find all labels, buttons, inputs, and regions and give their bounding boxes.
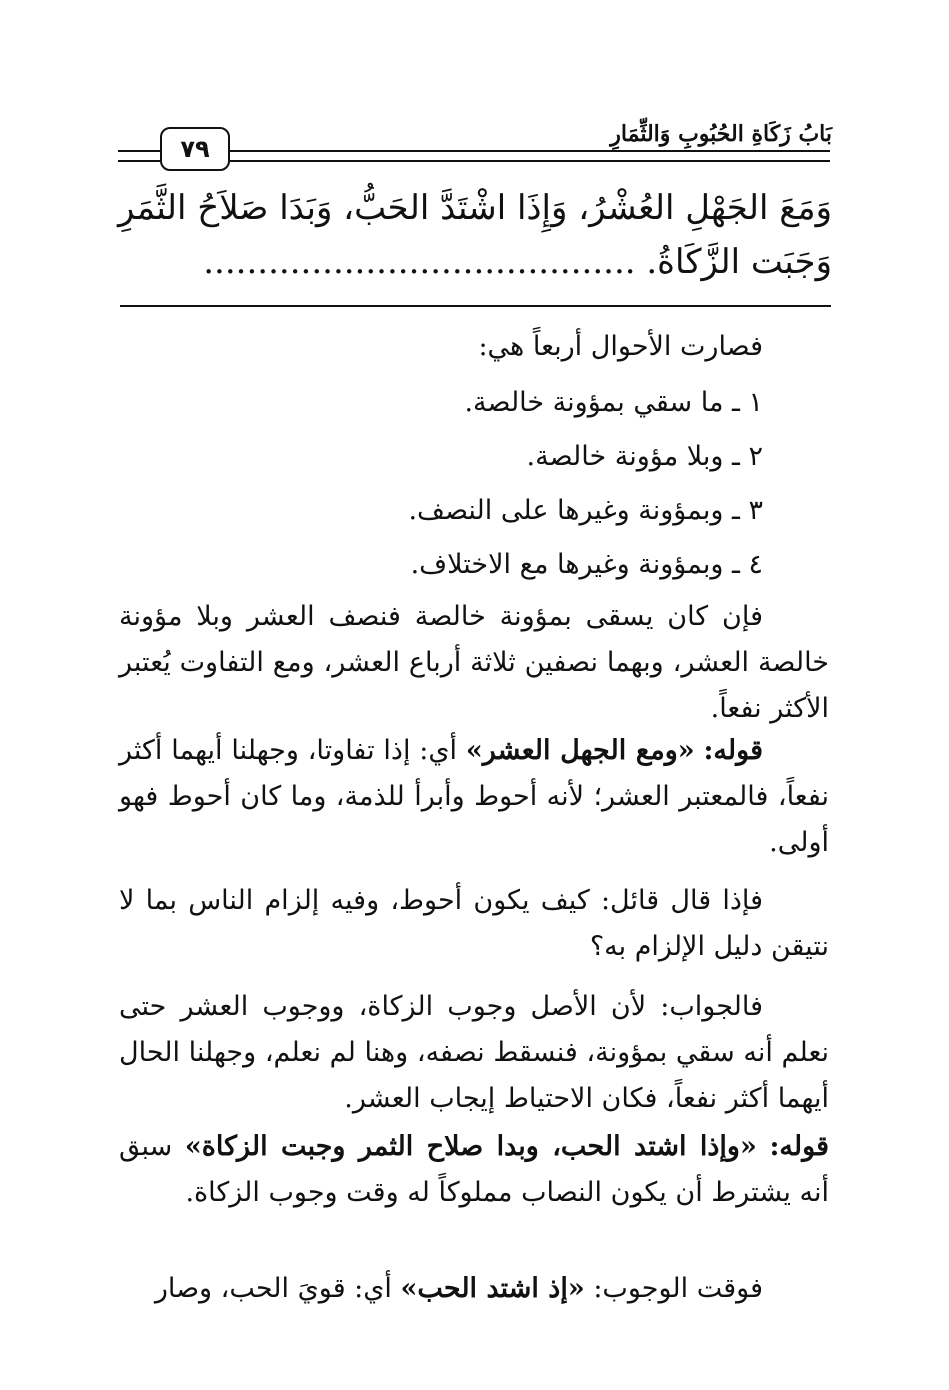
matn-line-1: وَمَعَ الجَهْلِ العُشْرُ، وَإِذَا اشْتَدَّ الحَبُّ، وَبَدَا صَلاَحُ الثَّمَرِ: [118, 188, 832, 228]
paragraph-3-text: فإذا قال قائل: كيف يكون أحوط، وفيه إلزام الناس بما لا نتيقن دليل الإلزام به؟: [119, 885, 829, 962]
list-item: [119, 542, 829, 588]
matn-line-2-text: وَجَبَت الزَّكَاةُ.: [646, 242, 832, 282]
paragraph-6: [119, 1266, 829, 1312]
list-item-text: ١ ـ ما سقي بمؤونة خالصة.: [464, 387, 763, 418]
paragraph-4-text: فالجواب: لأن الأصل وجوب الزكاة، ووجوب العشر حتى نعلم أنه سقي بمؤونة، فنسقط نصفه، وهنا لم نعلم، وجهلنا الحال أيهما أكثر نفعاً، فكان الاحتياط إيجاب العشر.: [119, 991, 829, 1114]
intro-text: فصارت الأحوال أربعاً هي:: [478, 331, 763, 362]
chapter-header-title: بَابُ زَكَاةِ الحُبُوبِ وَالثِّمَارِ: [610, 121, 832, 147]
qawluh-label: قوله:: [769, 1131, 829, 1162]
matn-dots: ........................................: [203, 242, 636, 282]
intro-line: [119, 324, 829, 370]
paragraph-4: [119, 984, 829, 1122]
list-item: [119, 434, 829, 480]
header-rule-top: [118, 150, 160, 152]
list-item-text: ٣ ـ وبمؤونة وغيرها على النصف.: [408, 495, 763, 526]
paragraph-5: [119, 1124, 829, 1216]
quoted-matn: «وإذا اشتد الحب، وبدا صلاح الثمر وجبت الزكاة»: [184, 1131, 757, 1162]
paragraph-6-start: فوقت الوجوب:: [593, 1273, 763, 1304]
header-rule-top: [228, 160, 830, 162]
paragraph-1: [119, 594, 829, 732]
paragraph-1-text: فإن كان يسقى بمؤونة خالصة فنصف العشر وبلا مؤونة خالصة العشر، وبهما نصفين ثلاثة أرباع العشر، ومع التفاوت يُعتبر الأكثر نفعاً.: [119, 601, 829, 724]
matn-line-2: [120, 240, 832, 284]
header-rule-top: [118, 160, 160, 162]
matn-divider: [120, 305, 831, 307]
quoted-matn: «ومع الجهل العشر»: [465, 735, 695, 766]
qawluh-label: قوله:: [703, 735, 763, 766]
header-rule-top: [228, 150, 830, 152]
list-item-text: ٢ ـ وبلا مؤونة خالصة.: [526, 441, 763, 472]
paragraph-6-text: أي: قويَ الحب، وصار: [154, 1273, 392, 1304]
list-item: [119, 488, 829, 534]
paragraph-2: [119, 728, 829, 866]
paragraph-2-text: أي: إذا تفاوتا، وجهلنا أيهما أكثر نفعاً، فالمعتبر العشر؛ لأنه أحوط وأبرأ للذمة، وما كان أحوط فهو أولى.: [119, 735, 829, 858]
quoted-matn: «إذ اشتد الحب»: [400, 1273, 585, 1304]
list-item: [119, 380, 829, 426]
paragraph-5-text: سبق أنه يشترط أن يكون النصاب مملوكاً له وقت وجوب الزكاة.: [119, 1131, 829, 1208]
list-item-text: ٤ ـ وبمؤونة وغيرها مع الاختلاف.: [410, 549, 763, 580]
paragraph-3: [119, 878, 829, 970]
page-number: ٧٩: [160, 127, 230, 171]
